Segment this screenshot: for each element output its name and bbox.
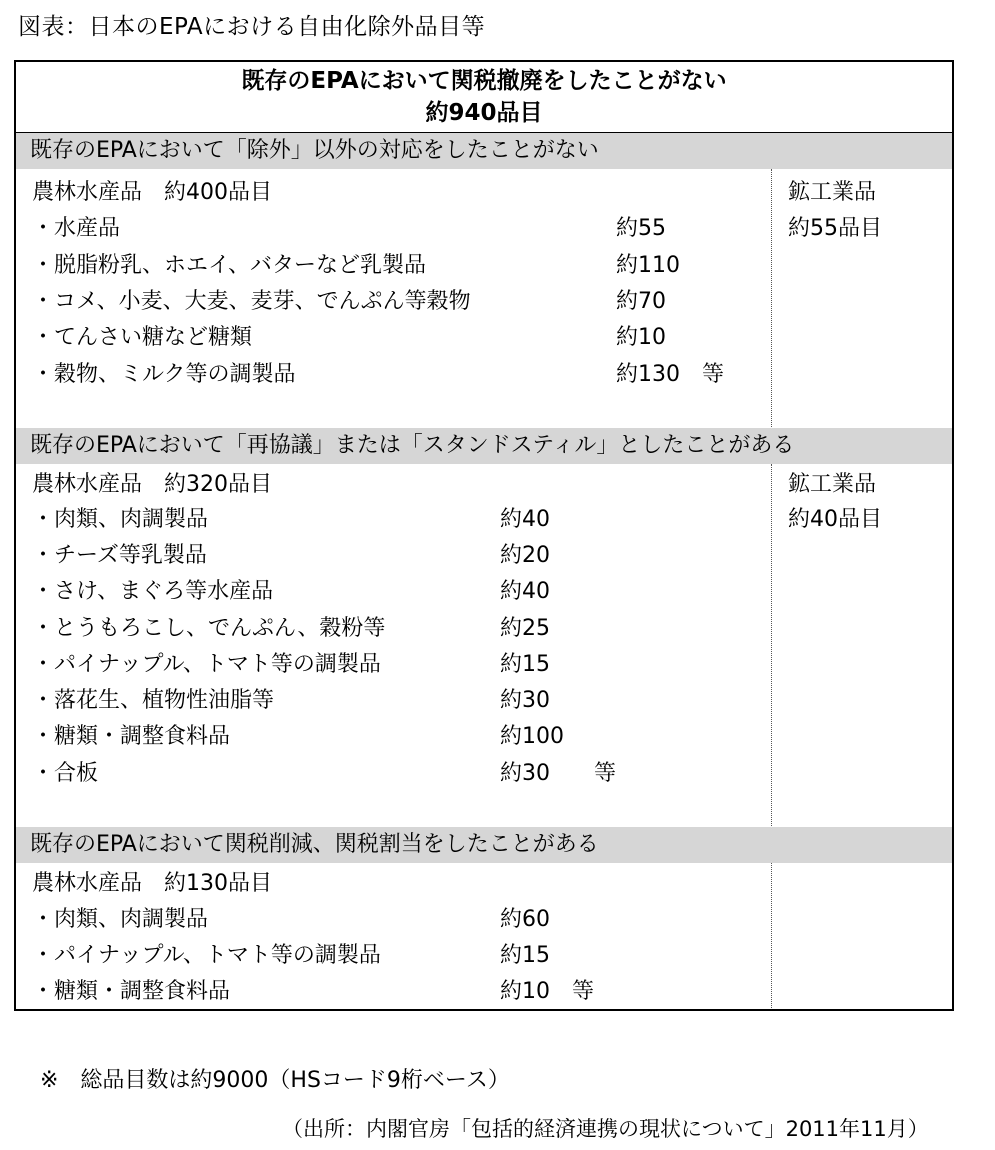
section-2-item-label: ・チーズ等乳製品 [32, 543, 207, 568]
section-2-item-value: 約40 [500, 507, 550, 532]
section-3-item-value: 約10 等 [500, 979, 594, 1004]
section-2-item-value: 約25 [500, 616, 550, 641]
section-1-item-value: 約70 [616, 289, 666, 314]
header-line-1: 既存のEPAにおいて関税撤廃をしたことがない [241, 68, 727, 94]
section-2-item-label: ・合板 [32, 761, 99, 786]
section-3-agri-title: 農林水産品 約130品目 [32, 871, 272, 896]
section-2-item-label: ・パイナップル、トマト等の調製品 [32, 652, 381, 677]
section-1-item-label: ・てんさい糖など糖類 [32, 325, 253, 350]
figure-title: 図表：日本のEPAにおける自由化除外品目等 [18, 14, 486, 40]
section-2-item-value: 約100 [500, 724, 564, 749]
section-1-mining-title: 鉱工業品 [788, 180, 877, 205]
section-2-item-label: ・糖類・調整食料品 [32, 724, 231, 749]
section-1-item-label: ・水産品 [32, 216, 121, 241]
footnote: ※ 総品目数は約9000（HSコード9桁ベース） [40, 1068, 510, 1093]
summary-table [14, 60, 954, 1011]
section-3-item-value: 約60 [500, 907, 550, 932]
section-1-item-value: 約10 [616, 325, 666, 350]
section-2-item-label: ・肉類、肉調製品 [32, 507, 209, 532]
section-1-item-value: 約110 [616, 253, 680, 278]
section-1-agri-title: 農林水産品 約400品目 [32, 180, 272, 205]
section-2-item-label: ・落花生、植物性油脂等 [32, 688, 275, 713]
source-citation: （出所：内閣官房「包括的経済連携の現状について」2011年11月） [282, 1117, 929, 1141]
section-3-item-label: ・糖類・調整食料品 [32, 979, 231, 1004]
column-divider [771, 863, 772, 1008]
section-2-item-value: 約30 [500, 688, 550, 713]
section-2-item-value: 約15 [500, 652, 550, 677]
column-divider [771, 464, 772, 826]
section-2-agri-title: 農林水産品 約320品目 [32, 472, 272, 497]
table-header [16, 62, 952, 132]
section-1-item-value: 約55 [616, 216, 666, 241]
section-1-mining-count: 約55品目 [788, 216, 882, 241]
section-3-item-value: 約15 [500, 943, 550, 968]
section-1-item-label: ・脱脂粉乳、ホエイ、バターなど乳製品 [32, 253, 427, 278]
section-1-band: 既存のEPAにおいて「除外」以外の対応をしたことがない [16, 133, 952, 169]
section-1-item-label: ・穀物、ミルク等の調製品 [32, 362, 296, 387]
section-2-band: 既存のEPAにおいて「再協議」または「スタンドスティル」としたことがある [16, 428, 952, 464]
section-3-band: 既存のEPAにおいて関税削減、関税割当をしたことがある [16, 827, 952, 863]
section-3-item-label: ・パイナップル、トマト等の調製品 [32, 943, 381, 968]
column-divider [771, 169, 772, 427]
section-2-item-value: 約40 [500, 579, 550, 604]
section-1-item-label: ・コメ、小麦、大麦、麦芽、でんぷん等穀物 [32, 289, 471, 314]
section-2-item-value: 約20 [500, 543, 550, 568]
section-2-mining-title: 鉱工業品 [788, 472, 877, 497]
section-2-mining-count: 約40品目 [788, 507, 882, 532]
section-1-item-value: 約130 等 [616, 362, 724, 387]
section-2-item-value: 約30 等 [500, 761, 616, 786]
section-2-item-label: ・さけ、まぐろ等水産品 [32, 579, 274, 604]
section-2-item-label: ・とうもろこし、でんぷん、穀粉等 [32, 616, 386, 641]
section-3-item-label: ・肉類、肉調製品 [32, 907, 209, 932]
header-line-2: 約940品目 [425, 100, 543, 126]
